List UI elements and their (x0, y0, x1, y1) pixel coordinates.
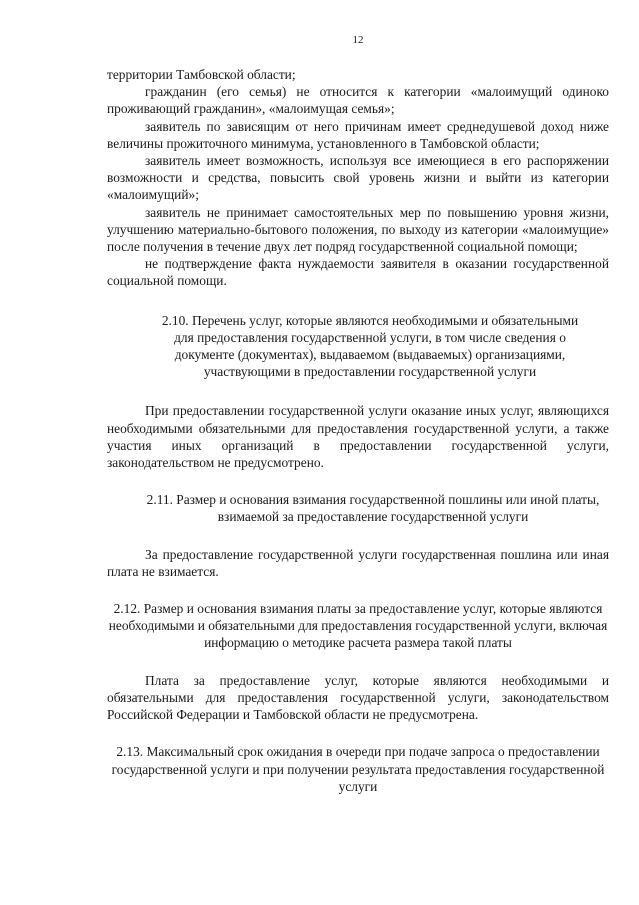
list-item: заявитель по зависящим от него причинам имеет среднедушевой доход ниже величины прожиточного минимума, установленного в Тамбовской области; (107, 118, 609, 151)
list-item: не подтверждение факта нуждаемости заявителя в оказании государственной социальной помощи. (107, 256, 609, 289)
list-item: заявитель не принимает самостоятельных мер по повышению уровня жизни, улучшению материально-бытового положения, по выходу из категории «малоимущие» после получения в течение двух лет подряд государственной социальной помощи; (107, 204, 609, 255)
list-item: заявитель имеет возможность, используя все имеющиеся в его распоряжении возможности и средства, повысить свой уровень жизни и выйти из категории «малоимущий»; (107, 153, 609, 203)
section-body-2-11: За предоставление государственной услуги государственная пошлина или иная плата не взимается. (107, 546, 609, 579)
section-body-2-12: Плата за предоставление услуг, которые являются необходимыми и обязательными для предоставления государственной услуги, законодательством Российской Федерации и Тамбовской области не предусмотрена. (107, 672, 609, 723)
section-heading-2-11: 2.11. Размер и основания взимания государственной пошлины или иной платы, взимаемой за предоставление государственной услуги (146, 492, 600, 525)
page-number: 12 (352, 34, 364, 46)
section-heading-2-12: 2.12. Размер и основания взимания платы за предоставление услуг, которые являются необходимыми и обязательными для предоставления государственной услуги, включая информацию о методике расчета размера такой платы (108, 601, 608, 651)
section-body-2-10: При предоставлении государственной услуги оказание иных услуг, являющихся необходимыми обязательными для предоставления государственной услуги, а также участия иных организаций в предоставлении государственной услуги, законодательством не предусмотрено. (107, 403, 609, 471)
list-item-continuation: территории Тамбовской области; (107, 67, 296, 82)
list-item: гражданин (его семья) не относится к категории «малоимущий одиноко проживающий гражданин», «малоимущая семья»; (107, 84, 609, 117)
section-heading-2-10: 2.10. Перечень услуг, которые являются необходимыми и обязательными для предоставления государственной услуги, в том числе сведения о документе (документах), выдаваемом (выдаваемых) организациями, участвующими в предоставлении государственной услуги (161, 312, 579, 380)
section-heading-2-13: 2.13. Максимальный срок ожидания в очереди при подаче запроса о предоставлении государственной услуги и при получении результата предоставления государственной услуги (111, 744, 605, 794)
